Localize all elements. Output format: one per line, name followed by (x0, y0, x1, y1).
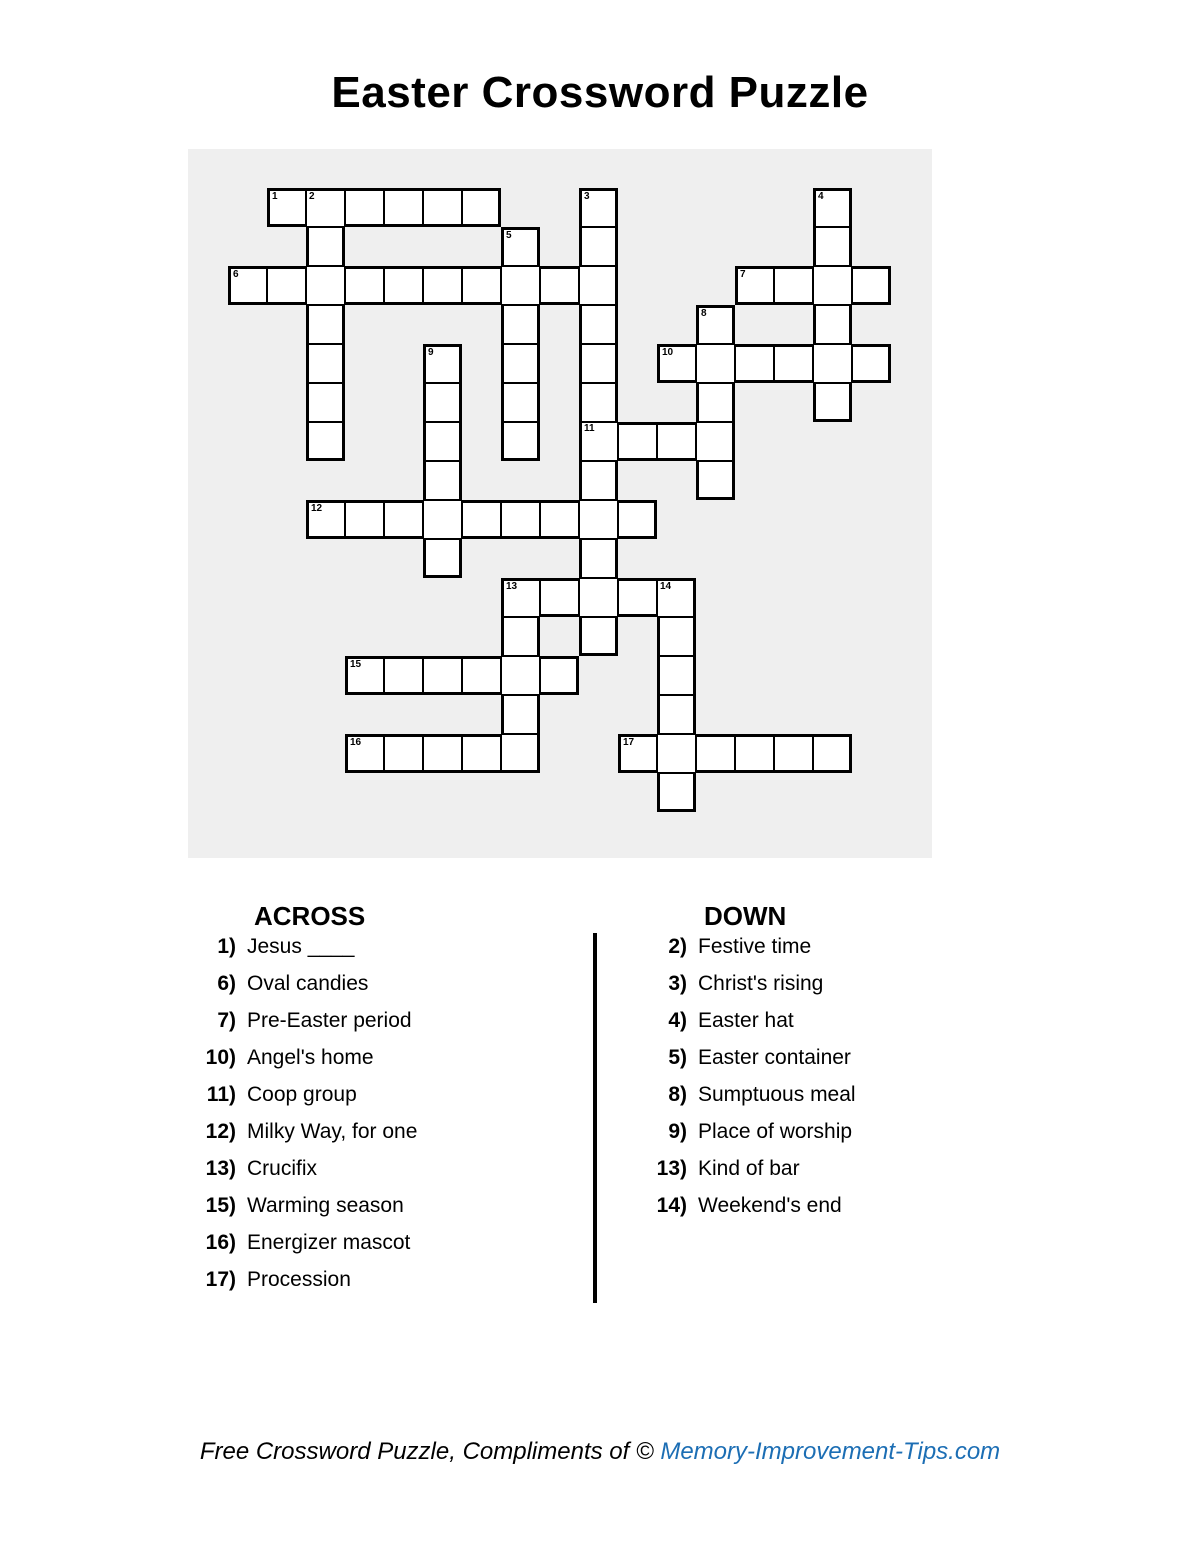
grid-cell[interactable] (618, 578, 657, 617)
grid-cell[interactable] (306, 266, 345, 305)
clue-number: 7) (217, 1009, 236, 1032)
grid-cell[interactable] (423, 383, 462, 422)
grid-cell[interactable] (774, 344, 813, 383)
grid-cell[interactable] (579, 227, 618, 266)
grid-cell[interactable] (462, 656, 501, 695)
grid-cell[interactable] (774, 734, 813, 773)
cell-number: 4 (818, 191, 824, 202)
footer-text: Free Crossword Puzzle, Compliments of © (199, 1438, 661, 1465)
grid-cell[interactable] (579, 422, 618, 461)
grid-cell[interactable] (696, 383, 735, 422)
clue-number: 13) (656, 1157, 687, 1180)
grid-cell[interactable] (540, 266, 579, 305)
grid-cell[interactable] (501, 617, 540, 656)
grid-cell[interactable] (345, 500, 384, 539)
grid-cell[interactable] (657, 578, 696, 617)
grid-cell[interactable] (462, 188, 501, 227)
grid-cell[interactable] (306, 227, 345, 266)
clue-text: Crucifix (247, 1157, 318, 1180)
across-clue-item (190, 1076, 417, 1113)
down-clue-item (620, 1113, 856, 1150)
across-heading: ACROSS (254, 901, 366, 931)
cell-number: 12 (311, 503, 323, 514)
grid-cell[interactable] (579, 266, 618, 305)
grid-cell[interactable] (306, 422, 345, 461)
across-clue-item (190, 1261, 417, 1298)
grid-cell[interactable] (657, 422, 696, 461)
grid-cell[interactable] (423, 188, 462, 227)
clue-number: 5) (668, 1046, 687, 1069)
grid-cell[interactable] (540, 656, 579, 695)
page-title: Easter Crossword Puzzle (331, 68, 869, 117)
down-heading: DOWN (704, 901, 787, 931)
clue-text: Energizer mascot (247, 1231, 411, 1254)
down-clue-item (620, 965, 856, 1002)
crossword-panel (188, 149, 932, 858)
clue-text: Festive time (698, 935, 812, 958)
down-clue-item (620, 1039, 856, 1076)
grid-cell[interactable] (501, 344, 540, 383)
cell-number: 8 (701, 308, 707, 319)
grid-cell[interactable] (813, 305, 852, 344)
grid-cell[interactable] (735, 344, 774, 383)
across-clue-item (190, 965, 417, 1002)
grid-cell[interactable] (462, 266, 501, 305)
cell-number: 10 (662, 347, 674, 358)
grid-cell[interactable] (657, 695, 696, 734)
grid-cell[interactable] (579, 383, 618, 422)
grid-cell[interactable] (306, 188, 345, 227)
grid-cell[interactable] (501, 383, 540, 422)
clue-text: Kind of bar (698, 1157, 800, 1180)
clue-text: Warming season (247, 1194, 404, 1217)
clue-text: Milky Way, for one (247, 1120, 418, 1143)
clue-number: 9) (668, 1120, 687, 1143)
grid-cell[interactable] (501, 734, 540, 773)
grid-cell[interactable] (540, 500, 579, 539)
grid-cell[interactable] (384, 734, 423, 773)
cell-number: 6 (233, 269, 239, 280)
grid-cell[interactable] (345, 266, 384, 305)
grid-cell[interactable] (306, 383, 345, 422)
clue-number: 4) (668, 1009, 687, 1032)
clue-text: Jesus ____ (247, 935, 355, 958)
grid-cell[interactable] (813, 383, 852, 422)
clue-number: 2) (668, 935, 687, 958)
grid-cell[interactable] (501, 695, 540, 734)
grid-cell[interactable] (423, 422, 462, 461)
grid-cell[interactable] (579, 578, 618, 617)
grid-cell[interactable] (501, 422, 540, 461)
grid-cell[interactable] (423, 266, 462, 305)
clue-text: Easter container (698, 1046, 851, 1069)
grid-cell[interactable] (852, 266, 891, 305)
clue-number: 17) (205, 1268, 236, 1291)
grid-cell[interactable] (501, 578, 540, 617)
grid-cell[interactable] (306, 305, 345, 344)
down-clues (620, 928, 856, 1224)
clue-text: Procession (247, 1268, 351, 1291)
grid-cell[interactable] (423, 539, 462, 578)
grid-cell[interactable] (618, 734, 657, 773)
grid-cell[interactable] (579, 617, 618, 656)
grid-cell[interactable] (501, 266, 540, 305)
grid-cell[interactable] (462, 734, 501, 773)
grid-cell[interactable] (696, 344, 735, 383)
cell-number: 3 (584, 191, 590, 202)
down-clue-item (620, 1002, 856, 1039)
grid-cell[interactable] (501, 656, 540, 695)
grid-cell[interactable] (813, 344, 852, 383)
grid-cell[interactable] (384, 500, 423, 539)
grid-cell[interactable] (813, 227, 852, 266)
footer-link[interactable]: Memory-Improvement-Tips.com (660, 1438, 1001, 1465)
clue-text: Christ's rising (698, 972, 824, 995)
clue-number: 13) (205, 1157, 236, 1180)
clue-number: 10) (205, 1046, 236, 1069)
cell-number: 2 (309, 191, 315, 202)
grid-cell[interactable] (852, 344, 891, 383)
clue-number: 14) (656, 1194, 687, 1217)
cell-number: 17 (623, 737, 635, 748)
across-clue-item (190, 1113, 417, 1150)
grid-cell[interactable] (267, 266, 306, 305)
grid-cell[interactable] (384, 656, 423, 695)
grid-cell[interactable] (579, 539, 618, 578)
grid-cell[interactable] (423, 656, 462, 695)
clue-text: Easter hat (698, 1009, 794, 1032)
clue-text: Coop group (247, 1083, 357, 1106)
grid-cell[interactable] (813, 266, 852, 305)
grid-cell[interactable] (735, 734, 774, 773)
across-clue-item (190, 928, 417, 965)
clue-text: Angel's home (247, 1046, 374, 1069)
grid-cell[interactable] (423, 734, 462, 773)
down-clue-item (620, 1076, 856, 1113)
grid-cell[interactable] (579, 305, 618, 344)
clue-number: 12) (205, 1120, 236, 1143)
clues-divider (593, 933, 597, 1303)
clue-number: 3) (668, 972, 687, 995)
cell-number: 1 (272, 191, 278, 202)
grid-cell[interactable] (540, 578, 579, 617)
grid-cell[interactable] (267, 188, 306, 227)
grid-cell[interactable] (696, 734, 735, 773)
across-clue-item (190, 1150, 417, 1187)
clue-text: Oval candies (247, 972, 369, 995)
grid-cell[interactable] (696, 422, 735, 461)
grid-cell[interactable] (423, 500, 462, 539)
cell-number: 15 (350, 659, 362, 670)
cell-number: 5 (506, 230, 512, 241)
clue-number: 8) (668, 1083, 687, 1106)
grid-cell[interactable] (813, 188, 852, 227)
grid-cell[interactable] (657, 617, 696, 656)
grid-cell[interactable] (657, 773, 696, 812)
cell-number: 7 (740, 269, 746, 280)
clue-number: 16) (205, 1231, 236, 1254)
grid-cell[interactable] (423, 344, 462, 383)
grid-cell[interactable] (657, 734, 696, 773)
grid-cell[interactable] (306, 500, 345, 539)
grid-cell[interactable] (735, 266, 774, 305)
across-clues (190, 928, 417, 1298)
footer (0, 1438, 1200, 1466)
across-clue-item (190, 1039, 417, 1076)
cell-number: 11 (584, 423, 595, 434)
grid-cell[interactable] (696, 461, 735, 500)
grid-cell[interactable] (501, 227, 540, 266)
grid-cell[interactable] (384, 266, 423, 305)
across-clue-item (190, 1002, 417, 1039)
grid-cell[interactable] (774, 266, 813, 305)
grid-cell[interactable] (345, 656, 384, 695)
grid-cell[interactable] (579, 188, 618, 227)
cell-number: 16 (350, 737, 362, 748)
grid-cell[interactable] (618, 500, 657, 539)
clue-number: 6) (217, 972, 236, 995)
down-clue-item (620, 928, 856, 965)
cell-number: 9 (428, 347, 434, 358)
clue-number: 11) (206, 1083, 236, 1106)
grid-cell[interactable] (579, 344, 618, 383)
clue-text: Pre-Easter period (247, 1009, 412, 1032)
clue-text: Place of worship (698, 1120, 853, 1143)
grid-cell[interactable] (345, 188, 384, 227)
grid-cell[interactable] (813, 734, 852, 773)
cell-number: 13 (506, 581, 518, 592)
clue-number: 1) (217, 935, 236, 958)
grid-cell[interactable] (501, 500, 540, 539)
clue-text: Weekend's end (698, 1194, 842, 1217)
across-clue-item (190, 1224, 417, 1261)
grid-cell[interactable] (345, 734, 384, 773)
grid-cell[interactable] (462, 500, 501, 539)
grid-cell[interactable] (306, 344, 345, 383)
grid-cell[interactable] (501, 305, 540, 344)
grid-cell[interactable] (696, 305, 735, 344)
clue-number: 15) (205, 1194, 236, 1217)
grid-cell[interactable] (657, 344, 696, 383)
grid-cell[interactable] (423, 461, 462, 500)
grid-cell[interactable] (384, 188, 423, 227)
down-clue-item (620, 1187, 856, 1224)
grid-cell[interactable] (618, 422, 657, 461)
grid-cell[interactable] (579, 500, 618, 539)
grid-cell[interactable] (579, 461, 618, 500)
across-clue-item (190, 1187, 417, 1224)
cell-number: 14 (660, 581, 672, 592)
grid-cell[interactable] (228, 266, 267, 305)
down-clue-item (620, 1150, 856, 1187)
grid-cell[interactable] (657, 656, 696, 695)
clue-text: Sumptuous meal (698, 1083, 856, 1106)
